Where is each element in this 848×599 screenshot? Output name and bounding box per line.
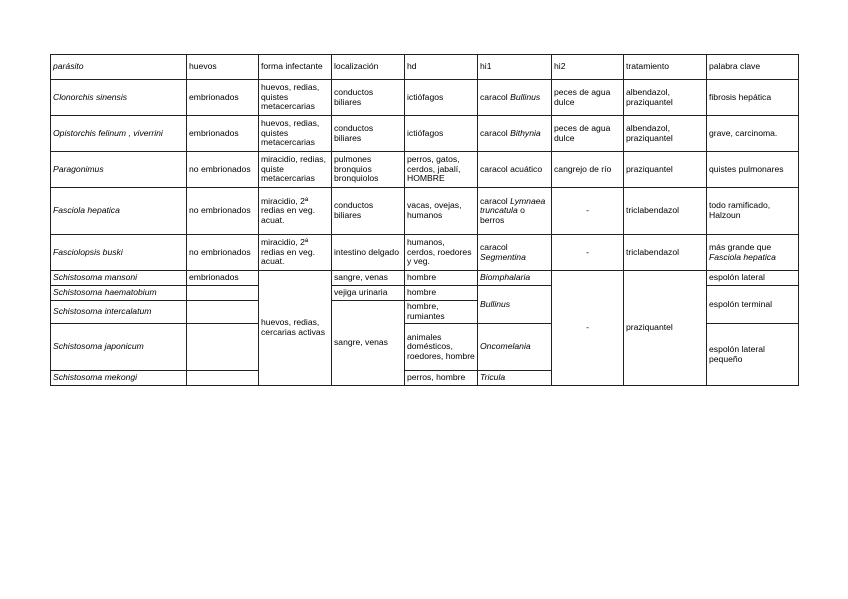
hd-cell: animales domésticos, roedores, hombre — [405, 324, 478, 371]
tratamiento-cell: praziquantel — [624, 152, 707, 188]
tratamiento-cell: albendazol, praziquantel — [624, 116, 707, 152]
hi2-cell: cangrejo de río — [552, 152, 624, 188]
hi1-prefix: caracol — [480, 91, 511, 102]
huevos-cell: embrionados — [187, 116, 259, 152]
localizacion-cell: conductos biliares — [332, 116, 405, 152]
huevos-cell: no embrionados — [187, 235, 259, 271]
table-row — [51, 235, 799, 271]
clave-cell — [707, 235, 799, 271]
clave-cell: espolón lateral pequeño — [707, 324, 799, 386]
parasite-name: Schistosoma intercalatum — [51, 301, 187, 324]
huevos-cell: no embrionados — [187, 152, 259, 188]
hd-cell: ictiófagos — [405, 80, 478, 116]
table-row — [51, 152, 799, 188]
hi1-species: Lymnaea truncatula — [480, 195, 546, 216]
forma-cell: huevos, redias, quistes metacercarias — [259, 116, 332, 152]
localizacion-cell: sangre, venas — [332, 301, 405, 386]
hd-cell: hombre — [405, 286, 478, 301]
header-cell: forma infectante — [259, 55, 332, 80]
hi1-cell — [478, 80, 552, 116]
clave-prefix: más grande que — [709, 241, 772, 252]
localizacion-cell: conductos biliares — [332, 80, 405, 116]
parasite-name: Paragonimus — [51, 152, 187, 188]
hi2-cell: - — [552, 235, 624, 271]
table-row — [51, 271, 799, 286]
hi1-species: Bullinus — [510, 91, 541, 102]
parasite-name: Schistosoma mansoni — [51, 271, 187, 286]
hd-cell: perros, hombre — [405, 371, 478, 386]
hd-cell: hombre, rumiantes — [405, 301, 478, 324]
header-cell: parásito — [51, 55, 187, 80]
hi1-prefix: caracol — [480, 241, 508, 252]
hi1-suffix: o berros — [480, 205, 525, 225]
forma-cell: huevos, redias, cercarias activas — [259, 271, 332, 386]
huevos-cell: embrionados — [187, 80, 259, 116]
localizacion-cell: conductos biliares — [332, 188, 405, 235]
localizacion-cell: sangre, venas — [332, 271, 405, 286]
hi1-cell — [478, 188, 552, 235]
huevos-cell: no embrionados — [187, 188, 259, 235]
table-row — [51, 188, 799, 235]
parasite-name: Clonorchis sinensis — [51, 80, 187, 116]
hi1-cell: Biomphalaria — [478, 271, 552, 286]
hd-cell: ictiófagos — [405, 116, 478, 152]
tratamiento-cell: albendazol, praziquantel — [624, 80, 707, 116]
hi2-cell: - — [552, 188, 624, 235]
header-cell: localización — [332, 55, 405, 80]
localizacion-cell: intestino delgado — [332, 235, 405, 271]
hi1-species: Bithynia — [510, 127, 541, 138]
tratamiento-cell: praziquantel — [624, 271, 707, 386]
hi2-cell: peces de agua dulce — [552, 116, 624, 152]
header-row — [51, 55, 799, 80]
parasite-name: Opistorchis felinum , viverrini — [51, 116, 187, 152]
hd-cell: vacas, ovejas, humanos — [405, 188, 478, 235]
huevos-cell — [187, 301, 259, 324]
localizacion-cell: vejiga urinaria — [332, 286, 405, 301]
hi1-cell — [478, 116, 552, 152]
parasite-name: Fasciolopsis buski — [51, 235, 187, 271]
hi1-cell: Tricula — [478, 371, 552, 386]
parasite-name: Schistosoma mekongi — [51, 371, 187, 386]
forma-cell: miracidio, 2ª redias en veg. acuat. — [259, 188, 332, 235]
clave-cell: espolón lateral — [707, 271, 799, 286]
tratamiento-cell: triclabendazol — [624, 188, 707, 235]
header-cell: hd — [405, 55, 478, 80]
hi2-cell: - — [552, 271, 624, 386]
header-cell: huevos — [187, 55, 259, 80]
clave-cell: quistes pulmonares — [707, 152, 799, 188]
hi1-cell — [478, 235, 552, 271]
huevos-cell: embrionados — [187, 271, 259, 286]
parasite-table — [50, 54, 799, 386]
hi1-cell: caracol acuático — [478, 152, 552, 188]
header-cell: palabra clave — [707, 55, 799, 80]
hi1-cell: Oncomelania — [478, 324, 552, 371]
hi2-cell: peces de agua dulce — [552, 80, 624, 116]
table-row — [51, 80, 799, 116]
hd-cell: perros, gatos, cerdos, jabalí, HOMBRE — [405, 152, 478, 188]
parasite-name: Fasciola hepatica — [51, 188, 187, 235]
hd-cell: hombre — [405, 271, 478, 286]
hi1-species: Segmentina — [480, 251, 526, 262]
hi1-prefix: caracol — [480, 195, 511, 206]
huevos-cell — [187, 324, 259, 371]
tratamiento-cell: triclabendazol — [624, 235, 707, 271]
table-row — [51, 116, 799, 152]
localizacion-cell: pulmones bronquios bronquiolos — [332, 152, 405, 188]
header-cell: hi2 — [552, 55, 624, 80]
clave-species: Fasciola hepatica — [709, 251, 776, 262]
parasite-name: Schistosoma haematobium — [51, 286, 187, 301]
clave-cell: fibrosis hepática — [707, 80, 799, 116]
header-cell: tratamiento — [624, 55, 707, 80]
forma-cell: huevos, redias, quistes metacercarias — [259, 80, 332, 116]
header-cell: hi1 — [478, 55, 552, 80]
hi1-prefix: caracol — [480, 127, 511, 138]
forma-cell: miracidio, 2ª redias en veg. acuat. — [259, 235, 332, 271]
huevos-cell — [187, 286, 259, 301]
huevos-cell — [187, 371, 259, 386]
hd-cell: humanos, cerdos, roedores y veg. — [405, 235, 478, 271]
clave-cell: grave, carcinoma. — [707, 116, 799, 152]
hi1-cell: Bullinus — [478, 286, 552, 324]
forma-cell: miracidio, redias, quiste metacercarias — [259, 152, 332, 188]
clave-cell: espolón terminal — [707, 286, 799, 324]
parasite-name: Schistosoma japonicum — [51, 324, 187, 371]
clave-cell: todo ramificado, Halzoun — [707, 188, 799, 235]
